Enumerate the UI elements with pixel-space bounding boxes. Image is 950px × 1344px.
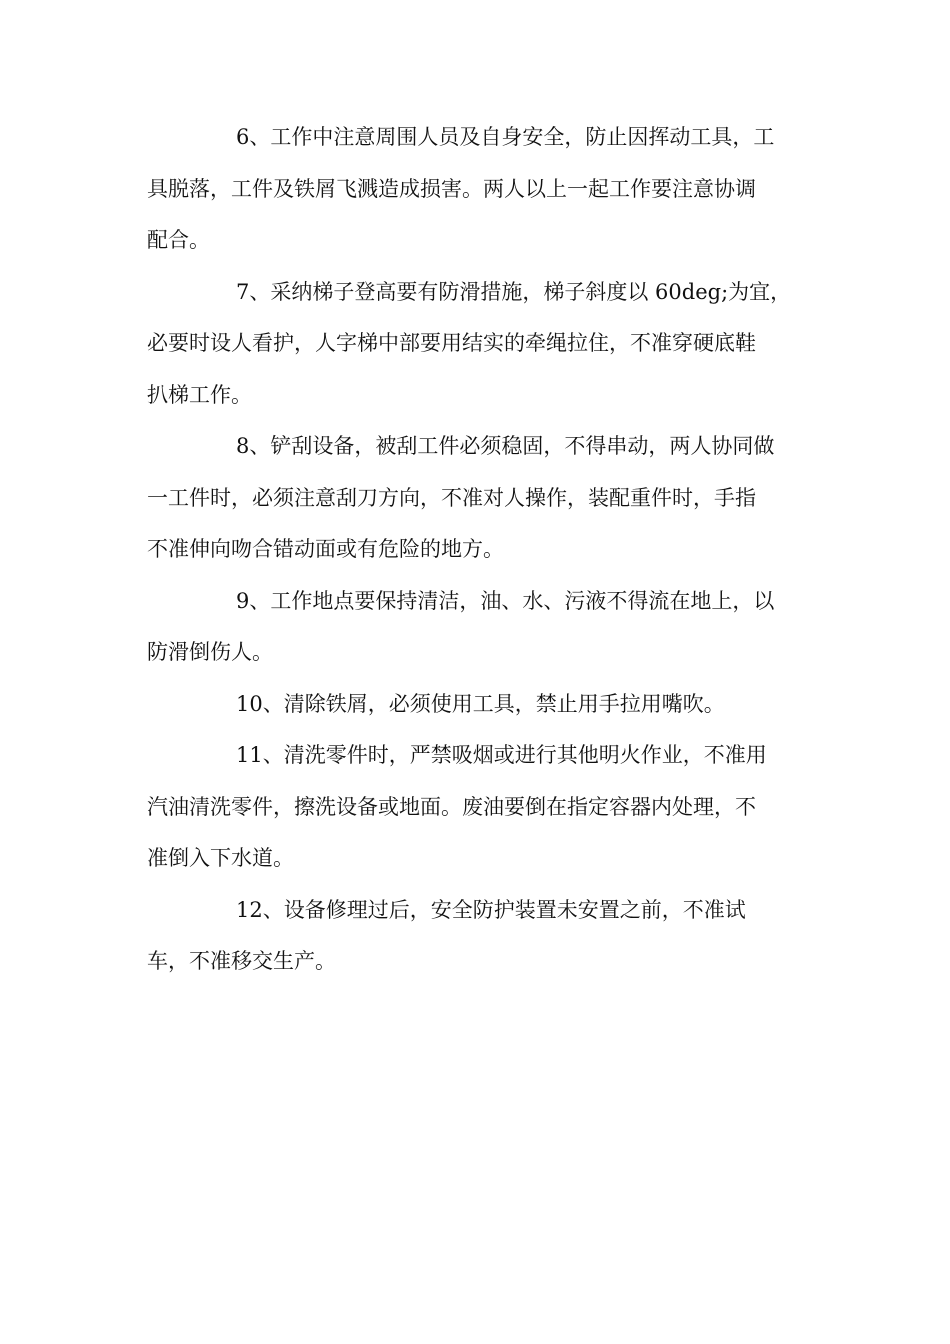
paragraph-line: 10、清除铁屑，必须使用工具，禁止用手拉用嘴吹。 xyxy=(236,691,725,716)
paragraph-line: 不准伸向吻合错动面或有危险的地方。 xyxy=(147,537,504,561)
paragraph-item-10 xyxy=(147,679,807,731)
paragraph-item-12 xyxy=(147,885,807,988)
paragraph-line: 具脱落，工件及铁屑飞溅造成损害。两人以上一起工作要注意协调 xyxy=(147,176,756,201)
document-body xyxy=(147,112,807,988)
paragraph-line: 11、清洗零件时，严禁吸烟或进行其他明火作业，不准用 xyxy=(236,743,767,767)
paragraph-line: 扒梯工作。 xyxy=(147,382,252,407)
paragraph-line: 9、工作地点要保持清洁，油、水、污液不得流在地上，以 xyxy=(236,588,775,613)
paragraph-line: 7、采纳梯子登高要有防滑措施，梯子斜度以 60deg;为宜， xyxy=(236,279,792,304)
paragraph-line: 配合。 xyxy=(147,228,210,252)
paragraph-line: 一工件时，必须注意刮刀方向，不准对人操作，装配重件时，手指 xyxy=(147,485,756,510)
paragraph-item-7 xyxy=(147,267,807,422)
paragraph-line: 必要时设人看护，人字梯中部要用结实的牵绳拉住，不准穿硬底鞋 xyxy=(147,331,756,355)
paragraph-line: 防滑倒伤人。 xyxy=(147,640,273,664)
paragraph-line: 8、铲刮设备，被刮工件必须稳固，不得串动，两人协同做 xyxy=(236,434,775,458)
paragraph-item-9 xyxy=(147,576,807,679)
paragraph-line: 汽油清洗零件，擦洗设备或地面。废油要倒在指定容器内处理，不 xyxy=(147,794,756,819)
paragraph-line: 12、设备修理过后，安全防护装置未安置之前，不准试 xyxy=(236,897,746,922)
paragraph-line: 准倒入下水道。 xyxy=(147,846,294,870)
paragraph-line: 车，不准移交生产。 xyxy=(147,949,336,973)
paragraph-item-6 xyxy=(147,112,807,267)
paragraph-line: 6、工作中注意周围人员及自身安全，防止因挥动工具，工 xyxy=(236,125,775,149)
paragraph-item-11 xyxy=(147,730,807,885)
paragraph-item-8 xyxy=(147,421,807,576)
